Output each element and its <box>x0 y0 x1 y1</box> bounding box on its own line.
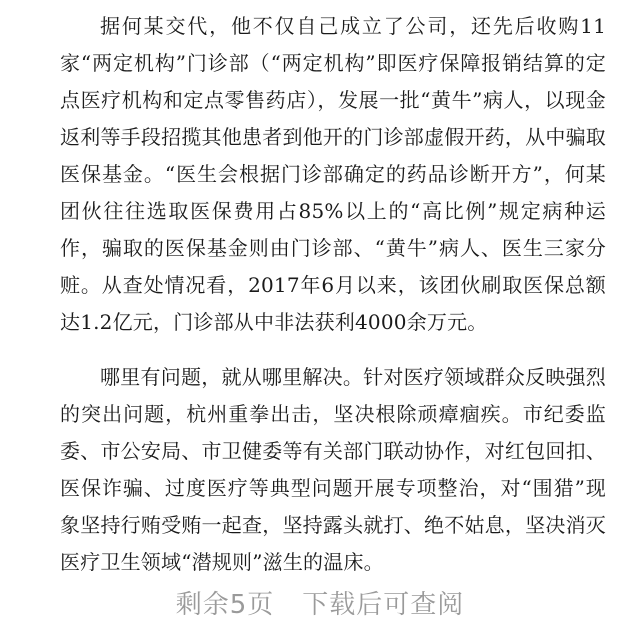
paragraph-1: 据何某交代，他不仅自己成立了公司，还先后收购11家“两定机构”门诊部（“两定机构”即医疗保障报销结算的定点医疗机构和定点零售药店），发展一批“黄牛”病人，以现金返利等手段招揽其他患者到他开的门诊部虚假开药，从中骗取医保基金。“医生会根据门诊部确定的药品诊断开方”，何某团伙往往选取医保费用占85%以上的“高比例”规定病种运作，骗取的医保基金则由门诊部、“黄牛”病人、医生三家分赃。从查处情况看，2017年6月以来，该团伙刷取医保总额达1.2亿元，门诊部从中非法获利4000余万元。 <box>60 14 606 334</box>
document-body <box>60 8 606 581</box>
paragraph-2: 哪里有问题，就从哪里解决。针对医疗领域群众反映强烈的突出问题，杭州重拳出击，坚决根除顽瘴痼疾。市纪委监委、市公安局、市卫健委等有关部门联动协作，对红包回扣、医保诈骗、过度医疗等典型问题开展专项整治，对“围猎”现象坚持行贿受贿一起查，坚持露头就打、绝不姑息，坚决消灭医疗卫生领域“潜规则”滋生的温床。 <box>60 365 606 574</box>
download-prompt-banner[interactable] <box>0 584 640 621</box>
download-prompt-label: 下载后可查阅 <box>302 590 465 620</box>
remaining-pages-label: 剩余5页 <box>175 590 275 620</box>
